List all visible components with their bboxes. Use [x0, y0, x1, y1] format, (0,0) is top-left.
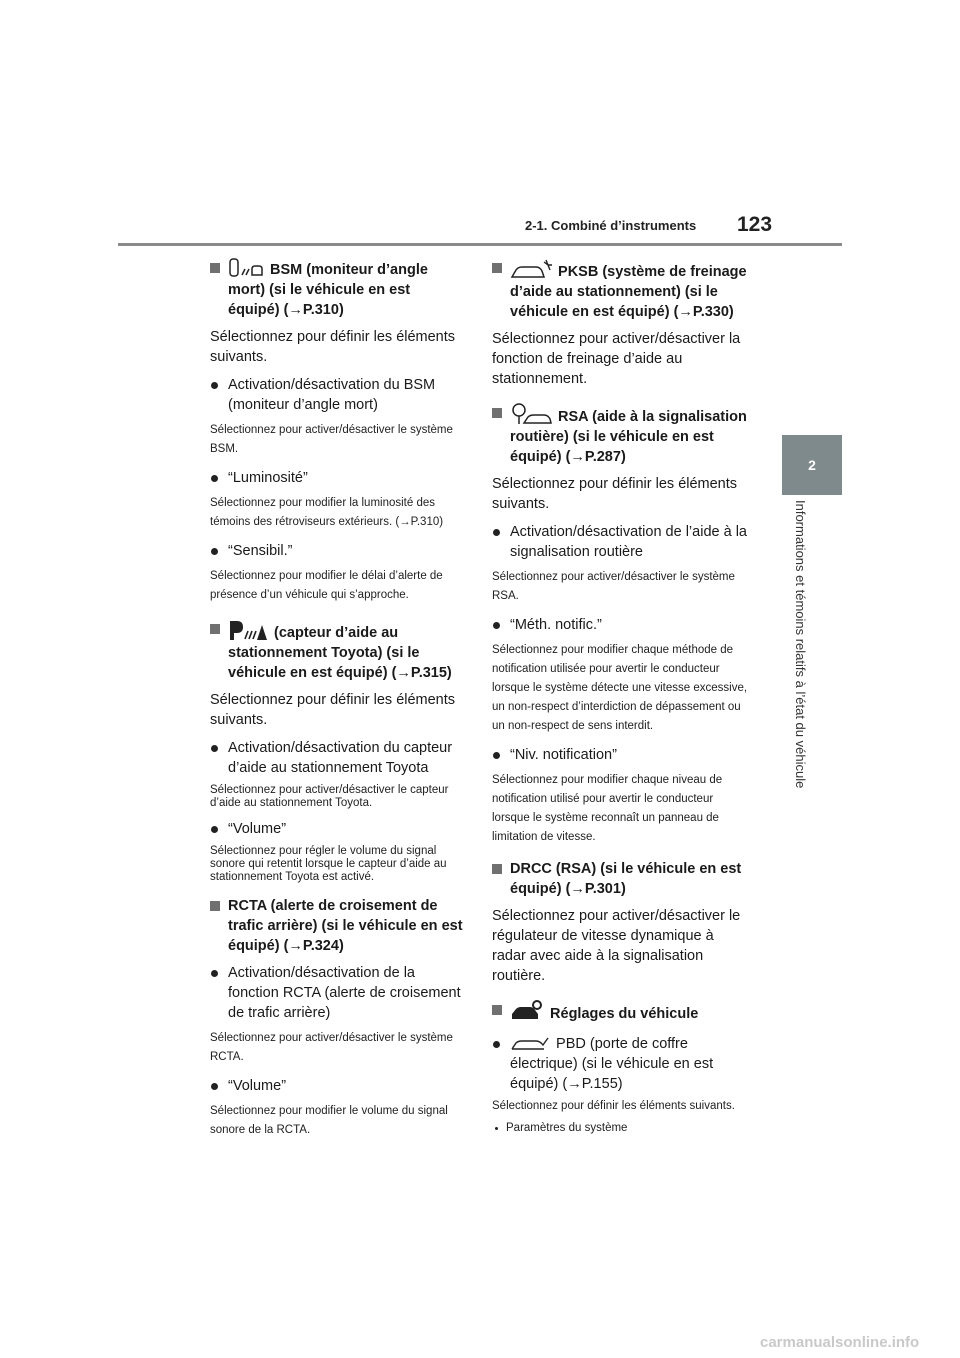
square-bullet-icon	[492, 1005, 502, 1015]
header-divider	[118, 243, 842, 246]
left-column	[210, 258, 465, 1149]
bullet-dot-icon	[493, 1041, 500, 1048]
bullet-niv-notification	[492, 745, 748, 765]
rcta-heading-text: RCTA (alerte de croisement de trafic arrière) (si le véhicule en est équipé) (→P.324)	[228, 898, 463, 954]
bullet-text: Activation/désactivation du capteur d’aide au stationnement Toyota	[228, 740, 453, 776]
vehicle-settings-heading-text: Réglages du véhicule	[550, 1006, 699, 1022]
bullet-text: “Sensibil.”	[228, 543, 293, 559]
pksb-heading-text: PKSB (système de freinage d’aide au stationnement) (si le véhicule en est équipé) (→P.330)	[510, 264, 747, 320]
bullet-dot-icon	[493, 752, 500, 759]
square-bullet-icon	[492, 263, 502, 273]
rsa-icon	[510, 403, 552, 425]
square-bullet-icon	[492, 864, 502, 874]
square-bullet-icon	[210, 901, 220, 911]
bullet-parking-sensor-toggle	[210, 738, 465, 778]
sensibil-text: Sélectionnez pour modifier le délai d’alerte de présence d’un véhicule qui s’approche.	[210, 570, 443, 601]
rcta-volume-text: Sélectionnez pour modifier le volume du signal sonore de la RCTA.	[210, 1105, 448, 1136]
parking-sensor-icon	[228, 619, 268, 641]
pbd-text: Sélectionnez pour définir les éléments suivants.	[492, 1100, 735, 1112]
section-title: 2-1. Combiné d’instruments	[525, 218, 697, 233]
pksb-text: Sélectionnez pour activer/désactiver la fonction de freinage d’aide au stationnement.	[492, 331, 741, 387]
bullet-dot-icon	[211, 1083, 218, 1090]
right-column	[492, 258, 748, 1147]
bullet-text: PBD (porte de coffre électrique) (si le véhicule en est équipé) (→P.155)	[510, 1036, 714, 1092]
bsm-heading-text: BSM (moniteur d’angle mort) (si le véhicule en est équipé) (→P.310)	[228, 262, 428, 318]
bsm-toggle-text: Sélectionnez pour activer/désactiver le système BSM.	[210, 424, 453, 455]
bsm-heading	[210, 258, 465, 320]
bullet-dot-icon	[211, 475, 218, 482]
bullet-text: Activation/désactivation du BSM (moniteur d’angle mort)	[228, 377, 436, 413]
bullet-dot-icon	[493, 622, 500, 629]
drcc-heading	[492, 859, 748, 899]
bullet-dot-icon	[493, 529, 500, 536]
ps-volume-text: Sélectionnez pour régler le volume du signal sonore qui retentit lorsque le capteur d’aide au stationnement Toyota est activé.	[210, 845, 447, 883]
bsm-icon	[228, 258, 264, 278]
parking-sensor-heading-text: (capteur d’aide au stationnement Toyota) (si le véhicule en est équipé) (→P.315)	[228, 625, 452, 681]
chapter-tab: 2	[782, 435, 842, 495]
bullet-dot-icon	[211, 970, 218, 977]
watermark: carmanualsonline.info	[760, 1334, 920, 1351]
bsm-intro: Sélectionnez pour définir les éléments suivants.	[210, 329, 456, 365]
power-back-door-icon	[510, 1036, 550, 1052]
bullet-sensibil	[210, 541, 465, 561]
luminosite-text: Sélectionnez pour modifier la luminosité des témoins des rétroviseurs extérieurs. (→P.310)	[210, 497, 444, 528]
bullet-text: Activation/désactivation de la fonction RCTA (alerte de croisement de trafic arrière)	[228, 965, 461, 1021]
bullet-ps-volume	[210, 819, 465, 839]
drcc-text: Sélectionnez pour activer/désactiver le régulateur de vitesse dynamique à radar avec aide à la signalisation routière.	[492, 908, 741, 984]
bullet-text: “Niv. notification”	[510, 747, 617, 763]
square-bullet-icon	[492, 408, 502, 418]
bullet-text: Activation/désactivation de l’aide à la signalisation routière	[510, 524, 747, 560]
page-number: 123	[737, 213, 773, 236]
bullet-dot-icon	[211, 548, 218, 555]
vehicle-settings-heading	[492, 1000, 748, 1024]
parking-sensor-intro: Sélectionnez pour définir les éléments suivants.	[210, 692, 456, 728]
bullet-pbd	[492, 1034, 748, 1094]
rcta-toggle-text: Sélectionnez pour activer/désactiver le système RCTA.	[210, 1032, 453, 1063]
parking-sensor-toggle-text: Sélectionnez pour activer/désactiver le capteur d’aide au stationnement Toyota.	[210, 784, 449, 809]
drcc-heading-text: DRCC (RSA) (si le véhicule en est équipé) (→P.301)	[510, 861, 742, 897]
bullet-rsa-toggle	[492, 522, 748, 562]
bullet-dot-icon	[211, 745, 218, 752]
vehicle-settings-icon	[510, 1000, 544, 1022]
meth-notific-text: Sélectionnez pour modifier chaque méthode de notification utilisée pour avertir le conducteur lorsque le système détecte une vitesse excessive, un non-respect d’interdiction de dépassement ou un non-respect de sens interdit.	[492, 644, 748, 732]
pksb-icon	[510, 258, 552, 280]
chapter-side-title: Informations et témoins relatifs à l’état du véhicule	[793, 500, 808, 789]
pksb-heading	[492, 258, 748, 322]
rsa-heading-text: RSA (aide à la signalisation routière) (si le véhicule en est équipé) (→P.287)	[510, 409, 747, 465]
bullet-rcta-volume	[210, 1076, 465, 1096]
bullet-dot-icon	[211, 826, 218, 833]
parking-sensor-heading	[210, 619, 465, 683]
bullet-dot-icon	[211, 382, 218, 389]
bullet-text: “Méth. notific.”	[510, 617, 602, 633]
bullet-text: “Volume”	[228, 821, 287, 837]
bullet-rcta-toggle	[210, 963, 465, 1023]
rsa-heading	[492, 403, 748, 467]
niv-notification-text: Sélectionnez pour modifier chaque niveau de notification utilisé pour avertir le conducteur lorsque le système reconnaît un panneau de limitation de vitesse.	[492, 774, 723, 843]
bullet-text: “Volume”	[228, 1078, 287, 1094]
bullet-meth-notific	[492, 615, 748, 635]
square-bullet-icon	[210, 624, 220, 634]
sub-bullet-system-params: Paramètres du système	[492, 1119, 748, 1138]
bullet-text: “Luminosité”	[228, 470, 308, 486]
bullet-luminosite	[210, 468, 465, 488]
rsa-intro: Sélectionnez pour définir les éléments suivants.	[492, 476, 738, 512]
rcta-heading	[210, 896, 465, 956]
rsa-toggle-text: Sélectionnez pour activer/désactiver le système RSA.	[492, 571, 735, 602]
square-bullet-icon	[210, 263, 220, 273]
bullet-bsm-toggle	[210, 375, 465, 415]
